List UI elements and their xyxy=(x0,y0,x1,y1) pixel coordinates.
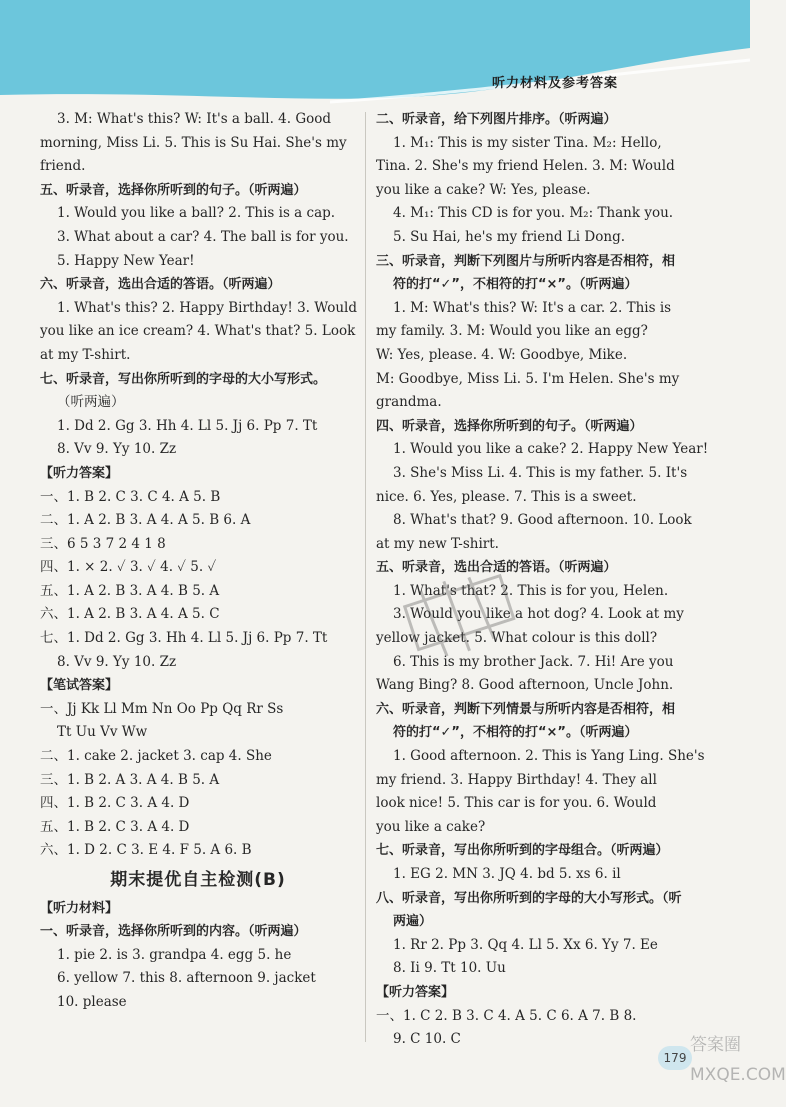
page-header-title: 听力材料及参考答案 xyxy=(491,76,618,91)
text-line: you like an ice cream? 4. What's that? 5. Look xyxy=(40,323,356,340)
text-line: 6. This is my brother Jack. 7. Hi! Are you xyxy=(393,653,674,670)
section-heading: 【听力答案】 xyxy=(40,465,119,481)
text-line: 3. She's Miss Li. 4. This is my father. 5. It's xyxy=(393,464,688,481)
text-line: 10. please xyxy=(57,993,127,1010)
section-heading: 五、听录音，选择你所听到的句子。（听两遍） xyxy=(40,182,307,198)
section-heading: 符的打“✓”，不相符的打“×”。（听两遍） xyxy=(393,725,638,741)
answer-line: 四、1. × 2. ✓ 3. ✓ 4. ✓ 5. ✓ xyxy=(40,559,217,576)
section-heading: 【听力答案】 xyxy=(376,984,455,1000)
answer-line: 一、1. C 2. B 3. C 4. A 5. C 6. A 7. B 8. xyxy=(376,1007,637,1024)
text-line: 1. pie 2. is 3. grandpa 4. egg 5. he xyxy=(57,946,292,963)
text-line: 5. Happy New Year! xyxy=(57,252,195,269)
text-line: 4. M₁: This CD is for you. M₂: Thank you. xyxy=(393,205,674,222)
text-line: at my new T-shirt. xyxy=(376,535,499,552)
section-heading: 七、听录音，写出你所听到的字母的大小写形式。 xyxy=(40,371,327,387)
text-line: 9. C 10. C xyxy=(393,1031,461,1048)
answer-line: 一、Jj Kk Ll Mm Nn Oo Pp Qq Rr Ss xyxy=(40,700,284,717)
text-line: you like a cake? xyxy=(376,818,486,835)
section-heading: 四、听录音，选择你所听到的句子。（听两遍） xyxy=(376,418,643,434)
text-line: （听两遍） xyxy=(57,394,125,411)
text-line: 1. M₁: This is my sister Tina. M₂: Hello, xyxy=(393,134,662,151)
text-line: nice. 6. Yes, please. 7. This is a sweet. xyxy=(376,488,637,505)
text-line: my friend. 3. Happy Birthday! 4. They all xyxy=(376,771,657,788)
text-line: 3. What about a car? 4. The ball is for you. xyxy=(57,228,349,245)
test-title: 期末提优自主检测(B) xyxy=(110,870,286,890)
answer-line: 五、1. A 2. B 3. A 4. B 5. A xyxy=(40,582,220,599)
section-heading: 符的打“✓”，不相符的打“×”。（听两遍） xyxy=(393,277,638,293)
answer-line: 六、1. A 2. B 3. A 4. A 5. C xyxy=(40,606,220,623)
text-line: Tt Uu Vv Ww xyxy=(57,724,148,741)
text-line: 1. Good afternoon. 2. This is Yang Ling. She's xyxy=(393,748,705,765)
section-heading: 六、听录音，判断下列情景与所听内容是否相符，相 xyxy=(376,701,676,717)
text-line: 8. Vv 9. Yy 10. Zz xyxy=(57,653,177,670)
text-line: 1. What's that? 2. This is for you, Helen. xyxy=(393,582,669,599)
text-line: 1. Would you like a ball? 2. This is a cap. xyxy=(57,205,336,222)
text-line: 5. Su Hai, he's my friend Li Dong. xyxy=(393,228,625,245)
page-number: 179 xyxy=(658,1046,692,1070)
answer-line: 七、1. Dd 2. Gg 3. Hh 4. Ll 5. Jj 6. Pp 7. Tt xyxy=(40,630,328,647)
section-heading: 七、听录音，写出你所听到的字母组合。（听两遍） xyxy=(376,843,669,859)
answer-line: 五、1. B 2. C 3. A 4. D xyxy=(40,818,190,835)
text-line: Wang Bing? 8. Good afternoon, Uncle John. xyxy=(376,677,674,694)
section-heading: 五、听录音，选出合适的答语。（听两遍） xyxy=(376,560,617,576)
text-line: morning, Miss Li. 5. This is Su Hai. She's my xyxy=(40,134,347,151)
text-line: 8. Ii 9. Tt 10. Uu xyxy=(393,960,506,977)
text-line: 1. EG 2. MN 3. JQ 4. bd 5. xs 6. il xyxy=(393,866,621,882)
text-line: Tina. 2. She's my friend Helen. 3. M: Would xyxy=(376,158,675,175)
text-line: 1. M: What's this? W: It's a car. 2. This is xyxy=(393,299,672,316)
answer-line: 一、1. B 2. C 3. C 4. A 5. B xyxy=(40,488,221,505)
column-divider xyxy=(365,112,366,1042)
section-heading: 三、听录音，判断下列图片与所听内容是否相符，相 xyxy=(376,253,676,269)
header-wave-decoration xyxy=(0,20,750,110)
text-line: yellow jacket. 5. What colour is this doll? xyxy=(376,630,658,647)
text-line: 6. yellow 7. this 8. afternoon 9. jacket xyxy=(57,970,316,987)
text-line: 1. Rr 2. Pp 3. Qq 4. Ll 5. Xx 6. Yy 7. Ee xyxy=(393,936,658,953)
section-heading: 【笔试答案】 xyxy=(40,678,119,694)
section-heading: 八、听录音，写出你所听到的字母的大小写形式。（听 xyxy=(376,890,682,906)
text-line: 3. M: What's this? W: It's a ball. 4. Good xyxy=(57,111,332,127)
section-heading: 一、听录音，选择你所听到的内容。（听两遍） xyxy=(40,924,307,940)
text-line: 8. Vv 9. Yy 10. Zz xyxy=(57,441,177,458)
text-line: my family. 3. M: Would you like an egg? xyxy=(376,323,648,340)
text-line: 1. Would you like a cake? 2. Happy New Year! xyxy=(393,441,709,458)
section-heading: 二、听录音，给下列图片排序。（听两遍） xyxy=(376,112,617,127)
answer-line: 六、1. D 2. C 3. E 4. F 5. A 6. B xyxy=(40,842,252,859)
text-line: 3. Would you like a hot dog? 4. Look at my xyxy=(393,606,684,623)
text-line: 8. What's that? 9. Good afternoon. 10. Look xyxy=(393,512,692,529)
answer-line: 四、1. B 2. C 3. A 4. D xyxy=(40,795,190,812)
section-heading: 两遍） xyxy=(393,914,433,930)
text-line: 1. Dd 2. Gg 3. Hh 4. Ll 5. Jj 6. Pp 7. Tt xyxy=(57,417,318,434)
text-line: look nice! 5. This car is for you. 6. Would xyxy=(376,795,657,812)
section-heading: 【听力材料】 xyxy=(40,900,119,916)
text-line: friend. xyxy=(40,158,86,175)
text-line: grandma. xyxy=(376,394,442,411)
left-column xyxy=(40,108,356,1015)
answer-line: 二、1. cake 2. jacket 3. cap 4. She xyxy=(40,748,272,765)
answer-line: 二、1. A 2. B 3. A 4. A 5. B 6. A xyxy=(40,512,251,529)
text-line: at my T-shirt. xyxy=(40,346,131,363)
answer-line: 三、1. B 2. A 3. A 4. B 5. A xyxy=(40,771,220,788)
text-line: you like a cake? W: Yes, please. xyxy=(376,181,591,198)
text-line: 1. What's this? 2. Happy Birthday! 3. Would xyxy=(57,299,357,316)
text-line: W: Yes, please. 4. W: Goodbye, Mike. xyxy=(376,346,628,363)
site-watermark: 答案圈 MXQE.COM xyxy=(690,1035,786,1085)
section-heading: 六、听录音，选出合适的答语。（听两遍） xyxy=(40,277,281,293)
answer-line: 三、6 5 3 7 2 4 1 8 xyxy=(40,535,166,552)
text-line: M: Goodbye, Miss Li. 5. I'm Helen. She's my xyxy=(376,370,680,387)
